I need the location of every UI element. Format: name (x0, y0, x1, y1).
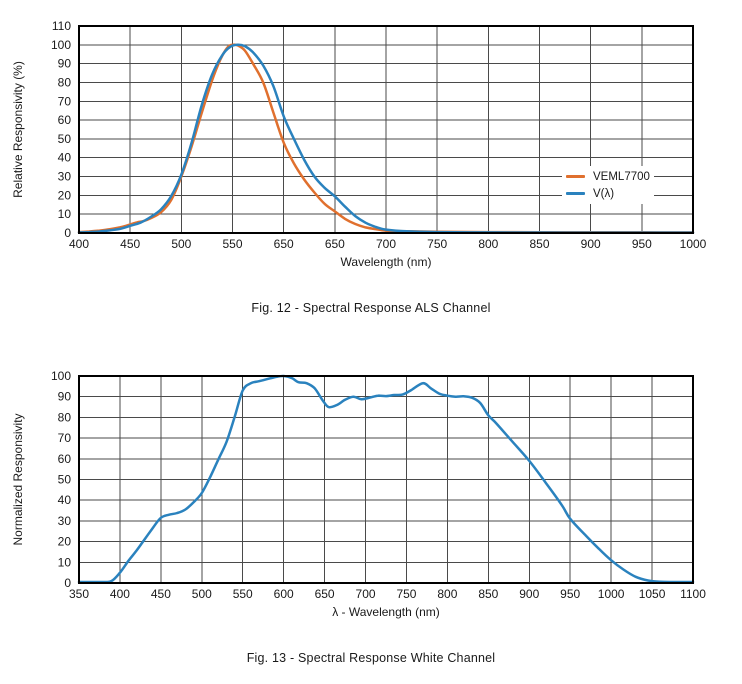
y-tick-label: 30 (57, 169, 71, 184)
x-tick-label: 850 (529, 237, 550, 251)
fig12-caption: Fig. 12 - Spectral Response ALS Channel (251, 301, 491, 315)
x-tick-label: 1100 (680, 587, 706, 601)
x-tick-label: 950 (560, 587, 581, 601)
x-axis-label: Wavelength (nm) (340, 255, 432, 269)
y-tick-label: 70 (57, 431, 71, 446)
y-tick-label: 10 (57, 555, 71, 570)
x-tick-label: 500 (191, 587, 212, 601)
legend-row-veml7700 (566, 168, 650, 185)
x-tick-label: 900 (580, 237, 601, 251)
x-tick-label: 550 (222, 237, 243, 251)
x-tick-label: 700 (355, 587, 376, 601)
x-tick-label: 400 (68, 237, 90, 251)
x-tick-label: 500 (171, 237, 192, 251)
x-tick-label: 750 (396, 587, 417, 601)
legend-label-veml7700: VEML7700 (593, 170, 650, 183)
y-tick-label: 90 (57, 56, 71, 71)
y-axis-label: Normalized Responsivity (11, 413, 25, 546)
x-tick-label: 450 (120, 237, 141, 251)
y-tick-label: 50 (57, 131, 71, 146)
y-axis-label: Relative Responsivity (%) (11, 61, 25, 198)
y-tick-label: 40 (57, 493, 71, 508)
fig13-chart-canvas (0, 350, 742, 640)
x-tick-label: 800 (437, 587, 458, 601)
y-tick-label: 100 (50, 37, 71, 52)
y-tick-label: 60 (57, 451, 71, 466)
y-tick-label: 20 (57, 534, 71, 549)
y-tick-label: 0 (64, 226, 71, 240)
x-tick-label: 1050 (638, 587, 666, 601)
x-tick-label: 700 (375, 237, 397, 251)
x-tick-label: 800 (478, 237, 499, 251)
legend-swatch-v-lambda-line (566, 192, 585, 195)
x-tick-label: 1000 (597, 587, 625, 601)
x-tick-label: 650 (273, 237, 294, 251)
x-tick-label: 850 (478, 587, 499, 601)
y-tick-label: 0 (64, 576, 71, 590)
x-tick-label: 450 (150, 587, 171, 601)
fig13-caption: Fig. 13 - Spectral Response White Channel (246, 651, 496, 665)
y-tick-label: 80 (57, 410, 71, 425)
y-tick-label: 70 (57, 94, 71, 109)
legend-label-v-lambda: V(λ) (593, 187, 615, 200)
x-tick-label: 650 (314, 587, 335, 601)
fig12-legend (562, 166, 654, 204)
x-tick-label: 750 (427, 237, 448, 251)
x-tick-label: 650 (324, 237, 345, 251)
y-tick-label: 30 (57, 513, 71, 528)
x-tick-label: 900 (519, 587, 540, 601)
x-tick-label: 600 (273, 587, 294, 601)
y-tick-label: 50 (57, 472, 71, 487)
legend-row-v-lambda (566, 185, 650, 202)
x-tick-label: 1000 (679, 237, 707, 251)
fig12-chart-canvas (0, 0, 742, 290)
y-tick-label: 80 (57, 75, 71, 90)
y-tick-label: 10 (57, 207, 71, 222)
x-tick-label: 950 (631, 237, 652, 251)
y-tick-label: 110 (51, 19, 71, 33)
y-tick-label: 60 (57, 113, 71, 128)
y-tick-label: 100 (50, 369, 71, 383)
y-tick-label: 40 (57, 150, 71, 165)
x-tick-label: 550 (232, 587, 253, 601)
y-tick-label: 20 (57, 188, 71, 203)
y-tick-label: 90 (57, 389, 71, 404)
x-tick-label: 350 (68, 587, 90, 601)
x-tick-label: 400 (109, 587, 130, 601)
legend-swatch-veml7700-line (566, 175, 585, 178)
x-axis-label: λ - Wavelength (nm) (332, 605, 440, 619)
axis-text (11, 369, 706, 619)
